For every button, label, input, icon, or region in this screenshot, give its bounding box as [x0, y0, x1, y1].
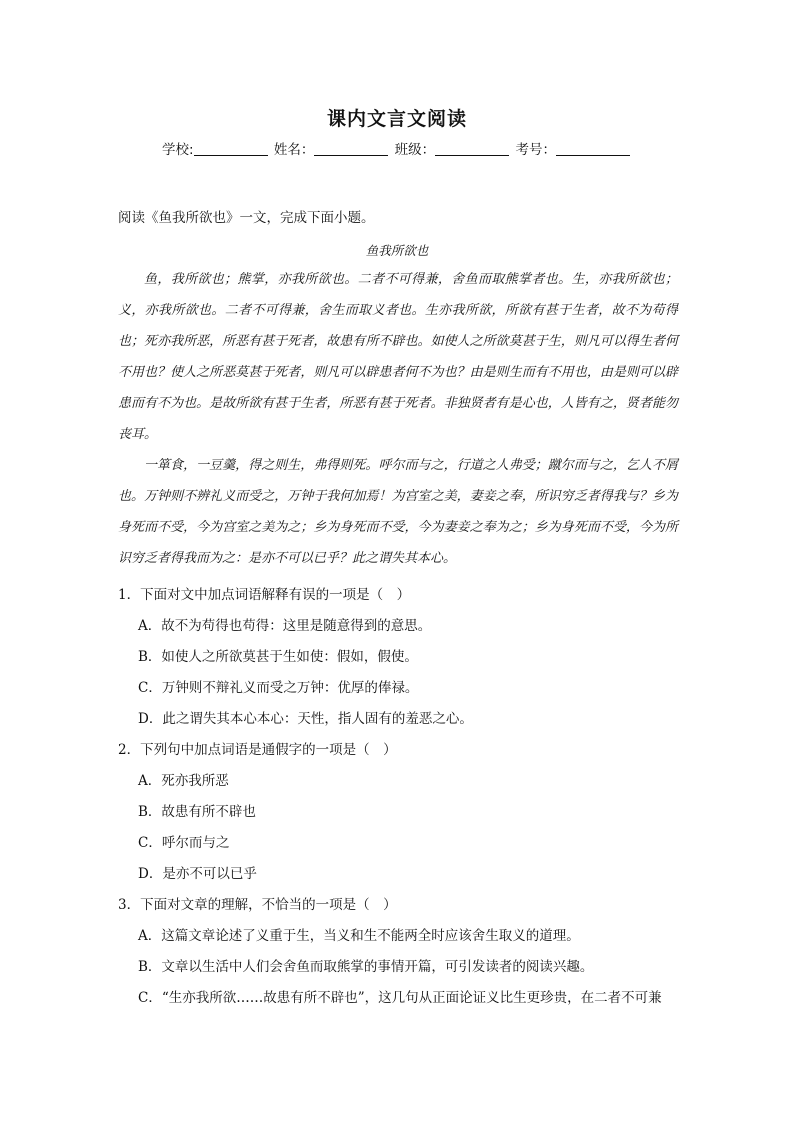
questions	[118, 580, 688, 1014]
class-label: 班级：	[394, 142, 436, 158]
option-c: C．万钟则不辩礼义而受之万钟：优厚的俸禄。	[138, 680, 419, 696]
question-stem: 2．下列句中加点词语是通假字的一项是（ ）	[118, 742, 397, 758]
option-b: B．故患有所不辟也	[138, 804, 256, 820]
option-a: A．故不为苟得也苟得：这里是随意得到的意思。	[138, 618, 432, 634]
option-a: A．死亦我所恶	[138, 773, 229, 789]
student-info-line	[0, 138, 794, 158]
passage-paragraph: 一箪食，一豆羹，得之则生，弗得则死。呼尔而与之，行道之人弗受；蹴尔而与之，乞人不屑也。万钟则不辨礼义而受之，万钟于我何加焉！为宫室之美，妻妾之奉，所识穷乏者得我与？乡为身死而不受，今为宫室之美为之；乡为身死而不受，今为妻妾之奉为之；乡为身死而不受，今为所识穷乏者得我而为之：是亦不可以已乎？此之谓失其本心。	[118, 458, 678, 566]
name-label: 姓名：	[273, 142, 315, 158]
question-stem: 1．下面对文中加点词语解释有误的一项是（ ）	[118, 587, 411, 603]
passage-title: 鱼我所欲也	[365, 243, 429, 258]
exam-no-label: 考号：	[515, 142, 556, 158]
passage-paragraph: 鱼，我所欲也；熊掌，亦我所欲也。二者不可得兼，舍鱼而取熊掌者也。生，亦我所欲也；义，亦我所欲也。二者不可得兼，舍生而取义者也。生亦我所欲，所欲有甚于生者，故不为苟得也；死亦我所恶，所恶有甚于死者，故患有所不辟也。如使人之所欲莫甚于生，则凡可以得生者何不用也？使人之所恶莫甚于死者，则凡可以辟患者何不为也？由是则生而有不用也，由是则可以辟患而有不为也。是故所欲有甚于生者，所恶有甚于死者。非独贤者有是心也，人皆有之，贤者能勿丧耳。	[118, 272, 678, 442]
question-2	[118, 735, 688, 890]
passage	[118, 264, 678, 574]
option-d: D．是亦不可以已乎	[138, 866, 257, 882]
option-c: C．“生亦我所欲……故患有所不辟也”，这几句从正面论证义比生更珍贵，在二者不可兼	[138, 990, 662, 1006]
option-d: D．此之谓失其本心本心：天性，指人固有的羞恶之心。	[138, 711, 473, 727]
question-stem: 3．下面对文章的理解，不恰当的一项是（ ）	[118, 897, 397, 913]
question-3	[118, 890, 688, 1014]
school-blank[interactable]	[194, 141, 268, 156]
option-b: B．如使人之所欲莫甚于生如使：假如，假使。	[138, 649, 418, 665]
exam-no-blank[interactable]	[556, 141, 630, 156]
school-label: 学校:	[162, 142, 194, 158]
option-a: A．这篇文章论述了义重于生，当义和生不能两全时应该舍生取义的道理。	[138, 928, 580, 944]
class-blank[interactable]	[435, 141, 509, 156]
name-blank[interactable]	[314, 141, 388, 156]
option-c: C．呼尔而与之	[138, 835, 230, 851]
document-title: 课内文言文阅读	[326, 108, 467, 130]
reading-intro: 阅读《鱼我所欲也》一文，完成下面小题。	[118, 210, 375, 226]
option-b: B．文章以生活中人们会舍鱼而取熊掌的事情开篇，可引发读者的阅读兴趣。	[138, 959, 594, 975]
question-1	[118, 580, 688, 735]
